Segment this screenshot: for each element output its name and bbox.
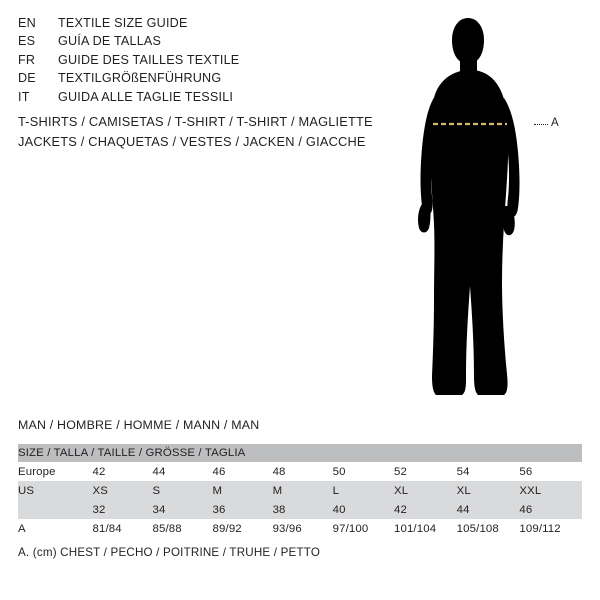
row-label: Europe (18, 462, 92, 481)
cell: 38 (273, 500, 333, 519)
garment-category-list (18, 112, 438, 152)
table-row (18, 519, 582, 538)
row-label: US (18, 481, 92, 500)
cell: 46 (213, 462, 273, 481)
cell: 93/96 (273, 519, 333, 538)
male-figure-illustration (400, 14, 600, 404)
cell: XXL (519, 481, 582, 500)
measure-leader-line (534, 124, 548, 125)
footnote-chest-measure: A. (cm) CHEST / PECHO / POITRINE / TRUHE / PETTO (18, 546, 321, 559)
cell: M (213, 481, 273, 500)
language-title: TEXTILE SIZE GUIDE (58, 16, 188, 30)
language-title: GUÍA DE TALLAS (58, 34, 162, 49)
cell: 105/108 (457, 519, 520, 538)
cell: 101/104 (394, 519, 457, 538)
cell: 46 (519, 500, 582, 519)
cell: 34 (153, 500, 213, 519)
cell: 32 (92, 500, 152, 519)
table-header-label: SIZE / TALLA / TAILLE / GRÖSSE / TAGLIA (18, 447, 246, 459)
language-row (18, 69, 378, 87)
language-row (18, 14, 378, 32)
cell: 97/100 (333, 519, 394, 538)
language-title: GUIDA ALLE TAGLIE TESSILI (58, 89, 234, 104)
cell: M (273, 481, 333, 500)
cell: 48 (273, 462, 333, 481)
language-code: DE (18, 71, 36, 86)
cell: 56 (519, 462, 582, 481)
cell: 40 (333, 500, 394, 519)
male-silhouette-icon (400, 14, 600, 404)
table-header-row (18, 444, 582, 462)
language-code: FR (18, 52, 36, 67)
cell: 52 (394, 462, 457, 481)
cell: XL (394, 481, 457, 500)
table-row (18, 481, 582, 500)
table-section-title: MAN / HOMBRE / HOMME / MANN / MAN (18, 418, 260, 432)
cell: XS (92, 481, 152, 500)
cell: 81/84 (92, 519, 152, 538)
garment-line-tshirts: T-SHIRTS / CAMISETAS / T-SHIRT / T-SHIRT / MAGLIETTE (18, 114, 373, 129)
cell: 85/88 (153, 519, 213, 538)
row-label (18, 500, 92, 519)
language-code: IT (18, 89, 30, 104)
cell: 54 (457, 462, 520, 481)
cell: L (333, 481, 394, 500)
language-row (18, 88, 378, 106)
cell: 42 (394, 500, 457, 519)
garment-line-jackets: JACKETS / CHAQUETAS / VESTES / JACKEN / GIACCHE (18, 134, 366, 149)
cell: S (153, 481, 213, 500)
cell: 42 (92, 462, 152, 481)
cell: 44 (153, 462, 213, 481)
language-code: ES (18, 34, 36, 49)
table-row (18, 500, 582, 519)
language-row (18, 32, 378, 50)
language-code: EN (18, 16, 36, 30)
language-title: TEXTILGRÖßENFÜHRUNG (58, 71, 222, 86)
table-row (18, 462, 582, 481)
cell: 109/112 (519, 519, 582, 538)
cell: XL (457, 481, 520, 500)
cell: 89/92 (213, 519, 273, 538)
language-row (18, 51, 378, 69)
cell: 36 (213, 500, 273, 519)
cell: 50 (333, 462, 394, 481)
cell: 44 (457, 500, 520, 519)
size-table (18, 444, 582, 538)
measure-label-a: A (551, 117, 560, 129)
language-title: GUIDE DES TAILLES TEXTILE (58, 52, 240, 67)
row-label: A (18, 519, 92, 538)
language-list (18, 14, 378, 106)
